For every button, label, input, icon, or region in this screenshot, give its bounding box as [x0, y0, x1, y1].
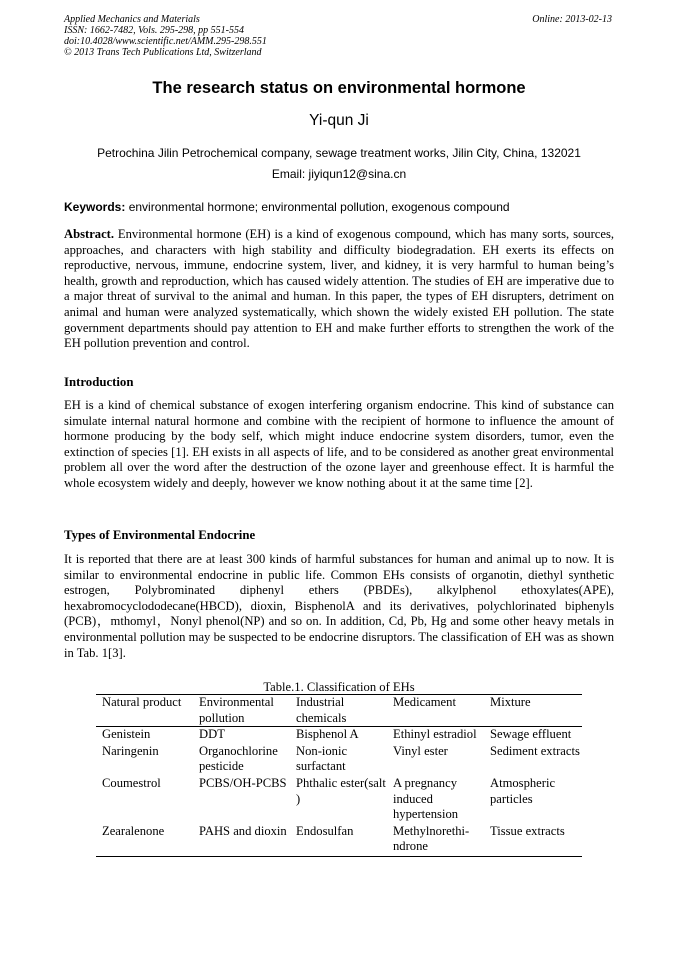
journal-issn: ISSN: 1662-7482, Vols. 295-298, pp 551-554: [64, 25, 244, 36]
table-cell: Endosulfan: [296, 823, 354, 838]
abstract: [64, 227, 614, 352]
table-cell: Methylnorethi-ndrone: [393, 823, 470, 854]
table-cell: Ethinyl estradiol: [393, 727, 477, 742]
table-cell: Organochlorine pesticide: [199, 743, 278, 774]
section-heading-types: Types of Environmental Endocrine: [64, 528, 256, 542]
table-cell: Sewage effluent: [490, 727, 572, 742]
table-row: [96, 824, 582, 857]
journal-doi[interactable]: doi:10.4028/www.scientific.net/AMM.295-298.551: [64, 36, 267, 47]
table-cell: Vinyl ester: [393, 743, 448, 758]
keywords-text: environmental hormone; environmental pollution, exogenous compound: [125, 200, 510, 214]
table-row: [96, 727, 582, 744]
table-cell: Sediment extracts: [490, 743, 580, 758]
online-date: Online: 2013-02-13: [532, 14, 612, 25]
journal-copyright: © 2013 Trans Tech Publications Ltd, Switzerland: [64, 47, 262, 58]
abstract-text: Environmental hormone (EH) is a kind of exogenous compound, which has many sorts, sources, approaches, and characters with high stability and difficulty biodegradation. EH exerts its effects on reproductive, nervous, immune, endocrine system, liver, and kidney, it is very harmful to human being’s health, growth and reproduction, which has caused widely attention. The studies of EH are imperative due to a major threat of survival to the animal and human. In this paper, the types of EH disrupters, detriment on animal and human were analyzed systematically, which shown the widely existed EH pollution. The state government departments should pay attention to EH and make further efforts to strengthen the work of the EH pollution prevention and control.: [64, 227, 614, 351]
paper-author: Yi-qun Ji: [309, 112, 369, 129]
paper-title: The research status on environmental hormone: [152, 79, 526, 97]
table-cell: Non-ionic surfactant: [296, 743, 348, 774]
author-email[interactable]: Email: jiyiqun12@sina.cn: [271, 167, 407, 181]
abstract-label: Abstract.: [64, 227, 115, 241]
table-cell: PAHS and dioxin: [199, 823, 287, 838]
keywords-label: Keywords:: [64, 200, 126, 214]
table-header-row: [96, 695, 582, 727]
table-header-cell: Natural product: [102, 695, 182, 709]
table-cell: PCBS/OH-PCBS: [199, 775, 287, 790]
journal-name: Applied Mechanics and Materials: [64, 14, 200, 25]
table-row: [96, 776, 582, 824]
table-cell: DDT: [199, 727, 225, 742]
keywords: [64, 200, 616, 214]
table-header-cell: Environmental pollution: [199, 695, 274, 725]
table-row: [96, 744, 582, 776]
types-text: It is reported that there are at least 300 kinds of harmful substances for human and animal up to now. It is similar to environmental endocrine in public life. Common EHs consists of organotin, diethyl synthetic estrogen, Polybrominated diphenyl ethers (PBDEs), alkylphenol ethoxylates(APE), hexabromocyclododecane(HBCD), dioxin, BisphenolA and its derivatives, polychlorinated biphenyls (PCB)，mthomyl，Nonyl phenol(NP) and so on. In addition, Cd, Pb, Hg and some other heavy metals in environmental pollution may be suspected to be endocrine disruptors. The classification of EH was as shown in Tab. 1[3].: [64, 552, 614, 660]
introduction-text: EH is a kind of chemical substance of exogen interfering organism endocrine. This kind of substance can simulate internal natural hormone and combine with the recipient of hormone to influence the amount of hormone producing by the body self, which might induce endocrine system disorders, tumor, even the extinction of species [1]. EH exists in all aspects of life, and to be considered as another great environmental problem all over the word after the destruction of the ozone layer and greenhouse effect. It is harmful the whole ecosystem widely and deeply, however we know nothing about it at the same time [2].: [64, 398, 614, 490]
table-caption: Table.1. Classification of EHs: [263, 680, 415, 694]
classification-table: [96, 694, 582, 857]
table-header-cell: Mixture: [490, 695, 531, 709]
table-cell: Atmospheric particles: [490, 775, 556, 806]
table-cell: Zearalenone: [102, 823, 165, 838]
table-cell: Genistein: [102, 727, 151, 742]
table-cell: Coumestrol: [102, 775, 161, 790]
table-cell: A pregnancy induced hypertension: [393, 775, 459, 822]
table-cell: Naringenin: [102, 743, 159, 758]
journal-header: [64, 14, 267, 58]
table-header-cell: Medicament: [393, 695, 456, 709]
table-cell: Bisphenol A: [296, 727, 359, 742]
section-heading-introduction: Introduction: [64, 375, 134, 389]
table-header-cell: Industrial chemicals: [296, 695, 347, 725]
author-affiliation: Petrochina Jilin Petrochemical company, sewage treatment works, Jilin City, China, 132021: [97, 146, 581, 160]
table-cell: Phthalic ester(salt ): [296, 775, 386, 806]
table-cell: Tissue extracts: [490, 823, 565, 838]
